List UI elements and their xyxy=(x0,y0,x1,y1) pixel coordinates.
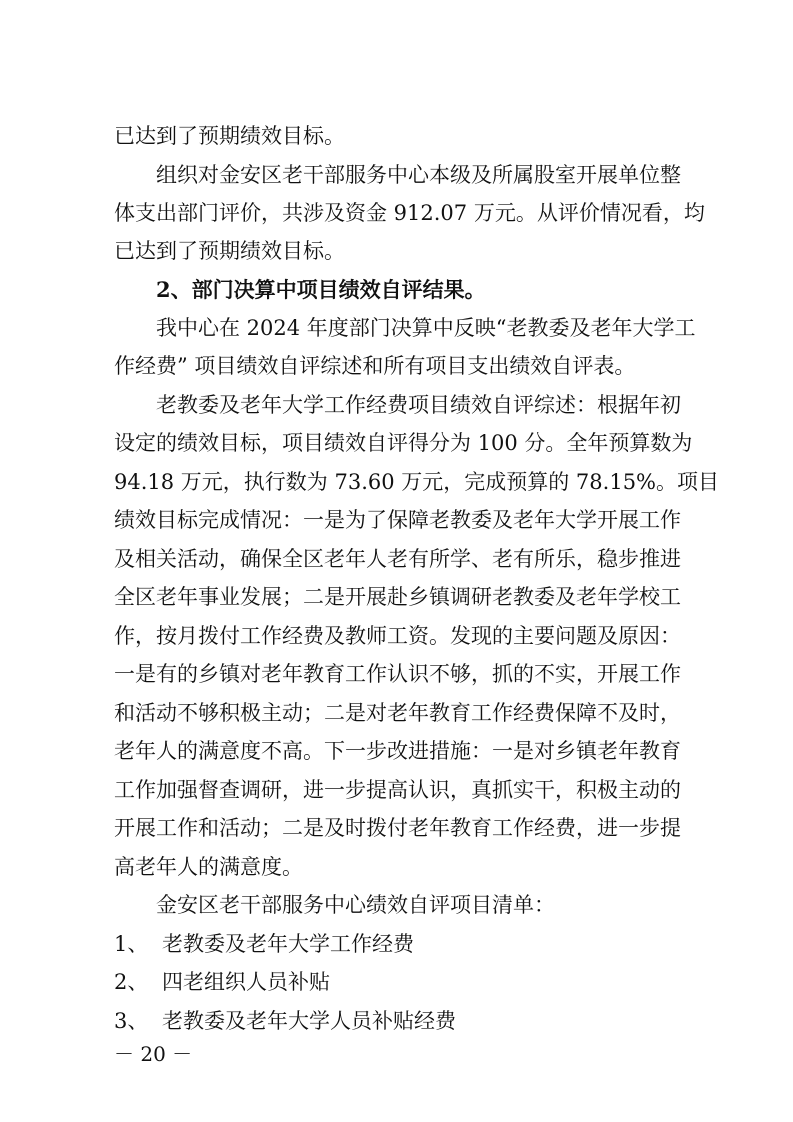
paragraph-line: 体支出部门评价，共涉及资金 912.07 万元。从评价情况看，均 xyxy=(114,201,705,225)
list-item-number: 1、 xyxy=(114,932,149,956)
paragraph-line: 94.18 万元，执行数为 73.60 万元，完成预算的 78.15%。项目 xyxy=(114,470,720,494)
list-item-text: 老教委及老年大学人员补贴经费 xyxy=(162,1009,456,1033)
paragraph-line: 高老年人的满意度。 xyxy=(114,855,303,879)
paragraph-line: 及相关活动，确保全区老年人老有所学、老有所乐，稳步推进 xyxy=(114,547,681,571)
list-item-text: 四老组织人员补贴 xyxy=(162,970,330,994)
list-item xyxy=(114,926,414,963)
paragraph-line: 全区老年事业发展；二是开展赴乡镇调研老教委及老年学校工 xyxy=(114,585,681,609)
paragraph-line: 设定的绩效目标，项目绩效自评得分为 100 分。全年预算数为 xyxy=(114,431,693,455)
list-item-number: 3、 xyxy=(114,1009,149,1033)
list-item-number: 2、 xyxy=(114,970,149,994)
paragraph-line: 已达到了预期绩效目标。 xyxy=(114,124,345,148)
paragraph-line: 已达到了预期绩效目标。 xyxy=(114,239,345,263)
paragraph-line: 我中心在 2024 年度部门决算中反映“老教委及老年大学工 xyxy=(156,316,696,340)
paragraph-line: 组织对金安区老干部服务中心本级及所属股室开展单位整 xyxy=(156,163,681,187)
paragraph-line: 一是有的乡镇对老年教育工作认识不够，抓的不实，开展工作 xyxy=(114,662,681,686)
paragraph-line: 绩效目标完成情况：一是为了保障老教委及老年大学开展工作 xyxy=(114,508,681,532)
paragraph-line: 作，按月拨付工作经费及教师工资。发现的主要问题及原因： xyxy=(114,624,681,648)
paragraph-line: 和活动不够积极主动；二是对老年教育工作经费保障不及时， xyxy=(114,701,681,725)
paragraph-line: 老年人的满意度不高。下一步改进措施：一是对乡镇老年教育 xyxy=(114,739,681,763)
list-item xyxy=(114,1003,456,1040)
list-item xyxy=(114,964,330,1001)
page-number: － 20 － xyxy=(114,1042,193,1066)
section-heading: 2、部门决算中项目绩效自评结果。 xyxy=(156,277,486,302)
paragraph-line: 工作加强督查调研，进一步提高认识，真抓实干，积极主动的 xyxy=(114,778,681,802)
paragraph-line: 开展工作和活动；二是及时拨付老年教育工作经费，进一步提 xyxy=(114,816,681,840)
paragraph-line: 作经费” 项目绩效自评综述和所有项目支出绩效自评表。 xyxy=(114,354,636,378)
paragraph-line: 老教委及老年大学工作经费项目绩效自评综述：根据年初 xyxy=(156,393,681,417)
list-item-text: 老教委及老年大学工作经费 xyxy=(162,932,414,956)
list-title: 金安区老干部服务中心绩效自评项目清单： xyxy=(156,893,555,917)
